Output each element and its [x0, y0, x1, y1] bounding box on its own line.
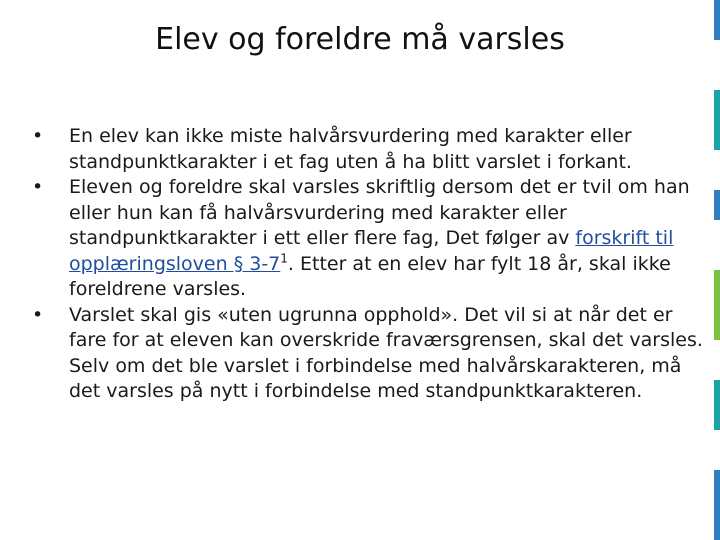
bullet-item-2	[32, 175, 712, 303]
edge-segment	[714, 190, 720, 220]
bullet-item-3	[32, 303, 712, 405]
footnote-marker: 1	[280, 251, 288, 266]
edge-segment	[714, 470, 720, 540]
bullet-dot: •	[32, 125, 44, 147]
bullet-text-before-link: Eleven og foreldre skal varsles skriftlig dersom det er tvil om han eller hun kan få halvårsvurdering med karakter eller standpunktkarakter i ett eller flere fag, Det følger av	[69, 176, 690, 249]
bullet-item-1	[32, 124, 712, 175]
bullet-text-after-link: . Etter at en elev har fylt 18 år, skal ikke foreldrene varsles.	[69, 252, 671, 300]
decorative-edge-strip	[714, 0, 720, 540]
regulation-link[interactable]: forskrift til opplæringsloven § 3-7	[69, 227, 674, 275]
edge-segment	[714, 90, 720, 150]
edge-segment	[714, 270, 720, 340]
bullet-dot: •	[32, 176, 44, 198]
bullet-dot: •	[32, 303, 44, 326]
edge-segment	[714, 0, 720, 40]
bullet-list	[32, 124, 712, 405]
edge-segment	[714, 380, 720, 430]
bullet-text: En elev kan ikke miste halvårsvurdering med karakter eller standpunktkarakter i et fag uten å ha blitt varslet i forkant.	[69, 125, 632, 173]
bullet-text: Varslet skal gis «uten ugrunna opphold». Det vil si at når det er fare for at eleven kan overskride fraværsgrensen, skal det varsles. Selv om det ble varslet i forbindelse med halvårskarakteren, må det varsles på nytt i forbindelse med standpunktkarakteren.	[69, 303, 703, 402]
slide-body	[32, 124, 712, 405]
slide-title: Elev og foreldre må varsles	[155, 22, 565, 57]
